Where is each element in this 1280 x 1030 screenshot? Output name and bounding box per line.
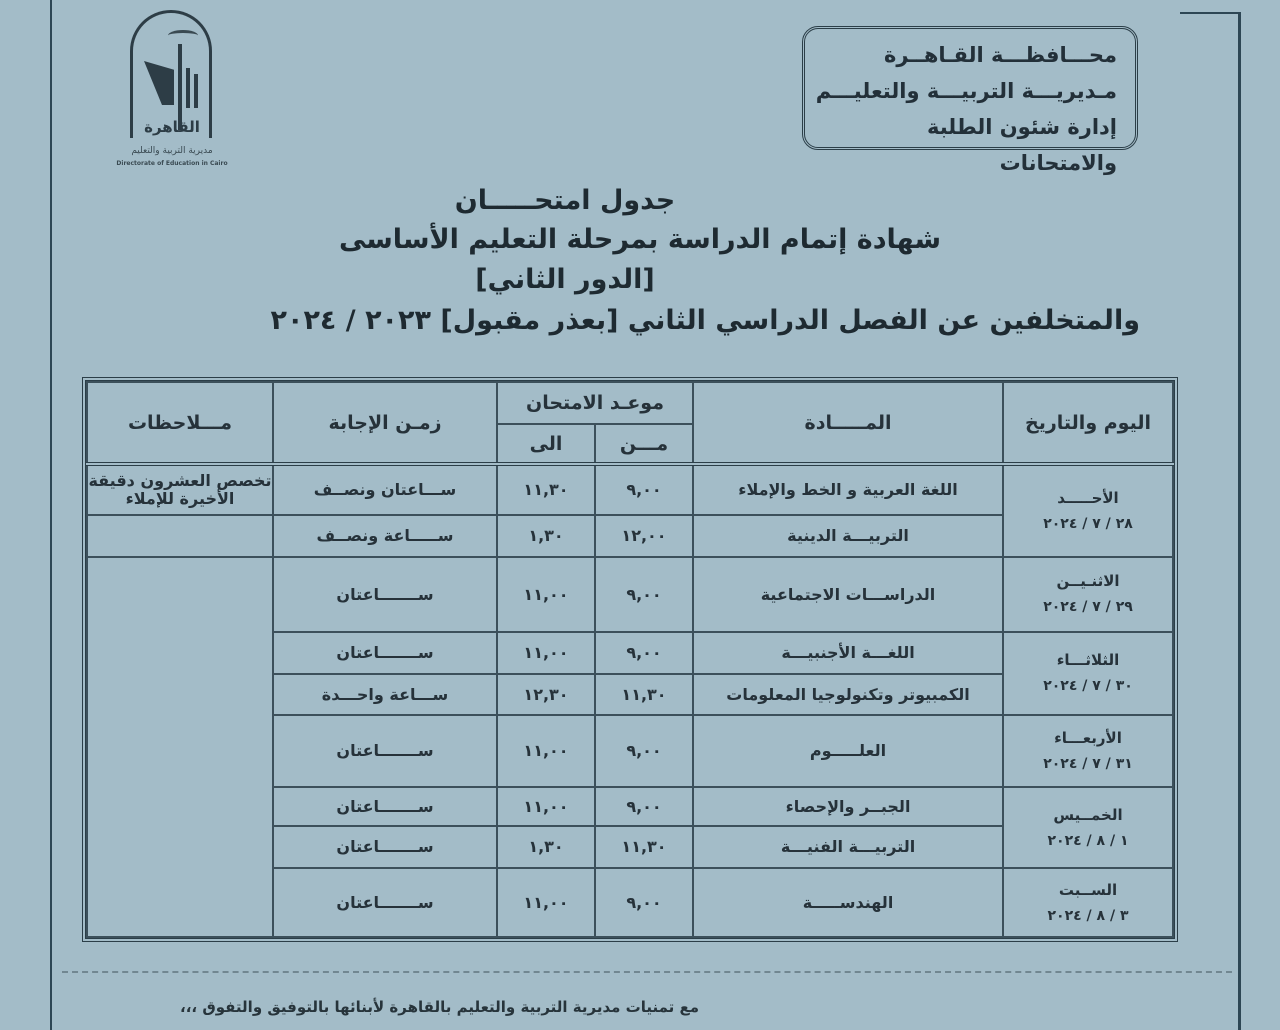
directorate-logo: [108, 6, 232, 171]
subject-cell: الدراســـات الاجتماعية: [693, 557, 1003, 632]
notes-cell: [87, 515, 273, 557]
to-time: ١,٣٠: [497, 515, 595, 557]
logo-subtitle-english: Directorate of Education in Cairo: [116, 160, 228, 167]
day-name: الأحـــــد: [1057, 488, 1119, 507]
table-row: [87, 557, 1173, 632]
header-subject: المـــــادة: [693, 382, 1003, 464]
title-line-2: شهادة إتمام الدراسة بمرحلة التعليم الأساسى: [338, 224, 942, 255]
page-border-right: [1238, 12, 1241, 1030]
day-cell: [1003, 464, 1173, 557]
day-name: الاثنـيــن: [1056, 572, 1120, 591]
header-from: مـــن: [595, 424, 693, 464]
day-date: ٣ / ٨ / ٢٠٢٤: [1047, 907, 1129, 924]
header-day-date: اليوم والتاريخ: [1003, 382, 1173, 464]
duration-cell: ســـــــاعتان: [273, 868, 497, 937]
governorate-label: محـــافظـــة القـاهــرة: [884, 43, 1117, 67]
day-date: ٣١ / ٧ / ٢٠٢٤: [1043, 755, 1133, 772]
from-time: ٩,٠٠: [595, 868, 693, 937]
day-cell: [1003, 868, 1173, 937]
day-date: ٢٩ / ٧ / ٢٠٢٤: [1043, 599, 1133, 616]
document-title: [180, 182, 1150, 342]
header-exam-time: موعـد الامتحان: [497, 382, 693, 424]
title-line-1: جدول امتحـــــان: [454, 185, 676, 216]
to-time: ١٢,٣٠: [497, 674, 595, 714]
department-label: إدارة شئون الطلبة والامتحانات: [926, 115, 1117, 175]
page-border-left: [50, 0, 52, 1030]
day-name: الأربعـــاء: [1054, 728, 1122, 747]
directorate-label: مـديريـــة التربيـــة والتعليـــم: [815, 79, 1117, 103]
logo-wave-icon: [168, 30, 198, 41]
to-time: ١١,٠٠: [497, 868, 595, 937]
header-duration: زمـن الإجابة: [273, 382, 497, 464]
day-name: الســبت: [1058, 880, 1118, 899]
header-to: الى: [497, 424, 595, 464]
subject-cell: الكمبيوتر وتكنولوجيا المعلومات: [693, 674, 1003, 714]
day-cell: [1003, 632, 1173, 715]
subject-cell: اللغة العربية و الخط والإملاء: [693, 464, 1003, 515]
subject-cell: التربيـــة الفنيـــة: [693, 826, 1003, 868]
day-cell: [1003, 787, 1173, 868]
from-time: ١١,٣٠: [595, 674, 693, 714]
from-time: ٩,٠٠: [595, 557, 693, 632]
exam-schedule-table: [82, 377, 1178, 942]
title-line-4: والمتخلفين عن الفصل الدراسي الثاني [بعذر مقبول] ٢٠٢٣ / ٢٠٢٤: [270, 305, 1140, 336]
duration-cell: ســـاعتان ونصــف: [273, 464, 497, 515]
to-time: ١١,٣٠: [497, 464, 595, 515]
day-date: ٢٨ / ٧ / ٢٠٢٤: [1043, 515, 1133, 532]
subject-cell: العلـــــوم: [693, 715, 1003, 788]
from-time: ٩,٠٠: [595, 464, 693, 515]
issuer-header-box: [802, 26, 1138, 175]
to-time: ١١,٠٠: [497, 787, 595, 825]
notes-cell-empty: [87, 557, 273, 937]
from-time: ٩,٠٠: [595, 787, 693, 825]
to-time: ١١,٠٠: [497, 557, 595, 632]
duration-cell: ســـــــاعتان: [273, 826, 497, 868]
day-cell: [1003, 557, 1173, 632]
table-row: [87, 464, 1173, 515]
duration-cell: ســـــــاعتان: [273, 787, 497, 825]
subject-cell: اللغـــة الأجنبيـــة: [693, 632, 1003, 674]
duration-cell: ســـــــاعتان: [273, 557, 497, 632]
from-time: ١١,٣٠: [595, 826, 693, 868]
logo-bar-icon: [194, 74, 198, 108]
dotted-divider: [62, 971, 1232, 973]
to-time: ١,٣٠: [497, 826, 595, 868]
page-border-top: [1180, 12, 1240, 14]
duration-cell: ســـــاعة ونصــف: [273, 515, 497, 557]
day-date: ١ / ٨ / ٢٠٢٤: [1047, 832, 1129, 849]
day-name: الثلاثـــاء: [1056, 651, 1120, 670]
subject-cell: الهندســـــة: [693, 868, 1003, 937]
to-time: ١١,٠٠: [497, 632, 595, 674]
to-time: ١١,٠٠: [497, 715, 595, 788]
day-date: ٣٠ / ٧ / ٢٠٢٤: [1043, 678, 1133, 695]
day-cell: [1003, 715, 1173, 788]
title-line-3: [الدور الثاني]: [475, 264, 655, 295]
duration-cell: ســـــــاعتان: [273, 715, 497, 788]
logo-bar-icon: [186, 68, 190, 108]
subject-cell: الجبــر والإحصاء: [693, 787, 1003, 825]
from-time: ١٢,٠٠: [595, 515, 693, 557]
footer-wishes: مع تمنيات مديرية التربية والتعليم بالقاهرة لأبنائها بالتوفيق والتفوق ،،،: [180, 998, 700, 1016]
logo-subtitle-arabic: مديرية التربية والتعليم: [131, 146, 213, 156]
duration-cell: ســـاعة واحـــدة: [273, 674, 497, 714]
from-time: ٩,٠٠: [595, 715, 693, 788]
logo-emblem-text: القاهرة: [144, 118, 200, 136]
notes-cell: تخصص العشرون دقيقة الأخيرة للإملاء: [87, 464, 273, 515]
subject-cell: التربيـــة الدينية: [693, 515, 1003, 557]
day-name: الخمــيس: [1053, 805, 1123, 824]
duration-cell: ســـــــاعتان: [273, 632, 497, 674]
header-notes: مـــلاحظات: [87, 382, 273, 464]
from-time: ٩,٠٠: [595, 632, 693, 674]
